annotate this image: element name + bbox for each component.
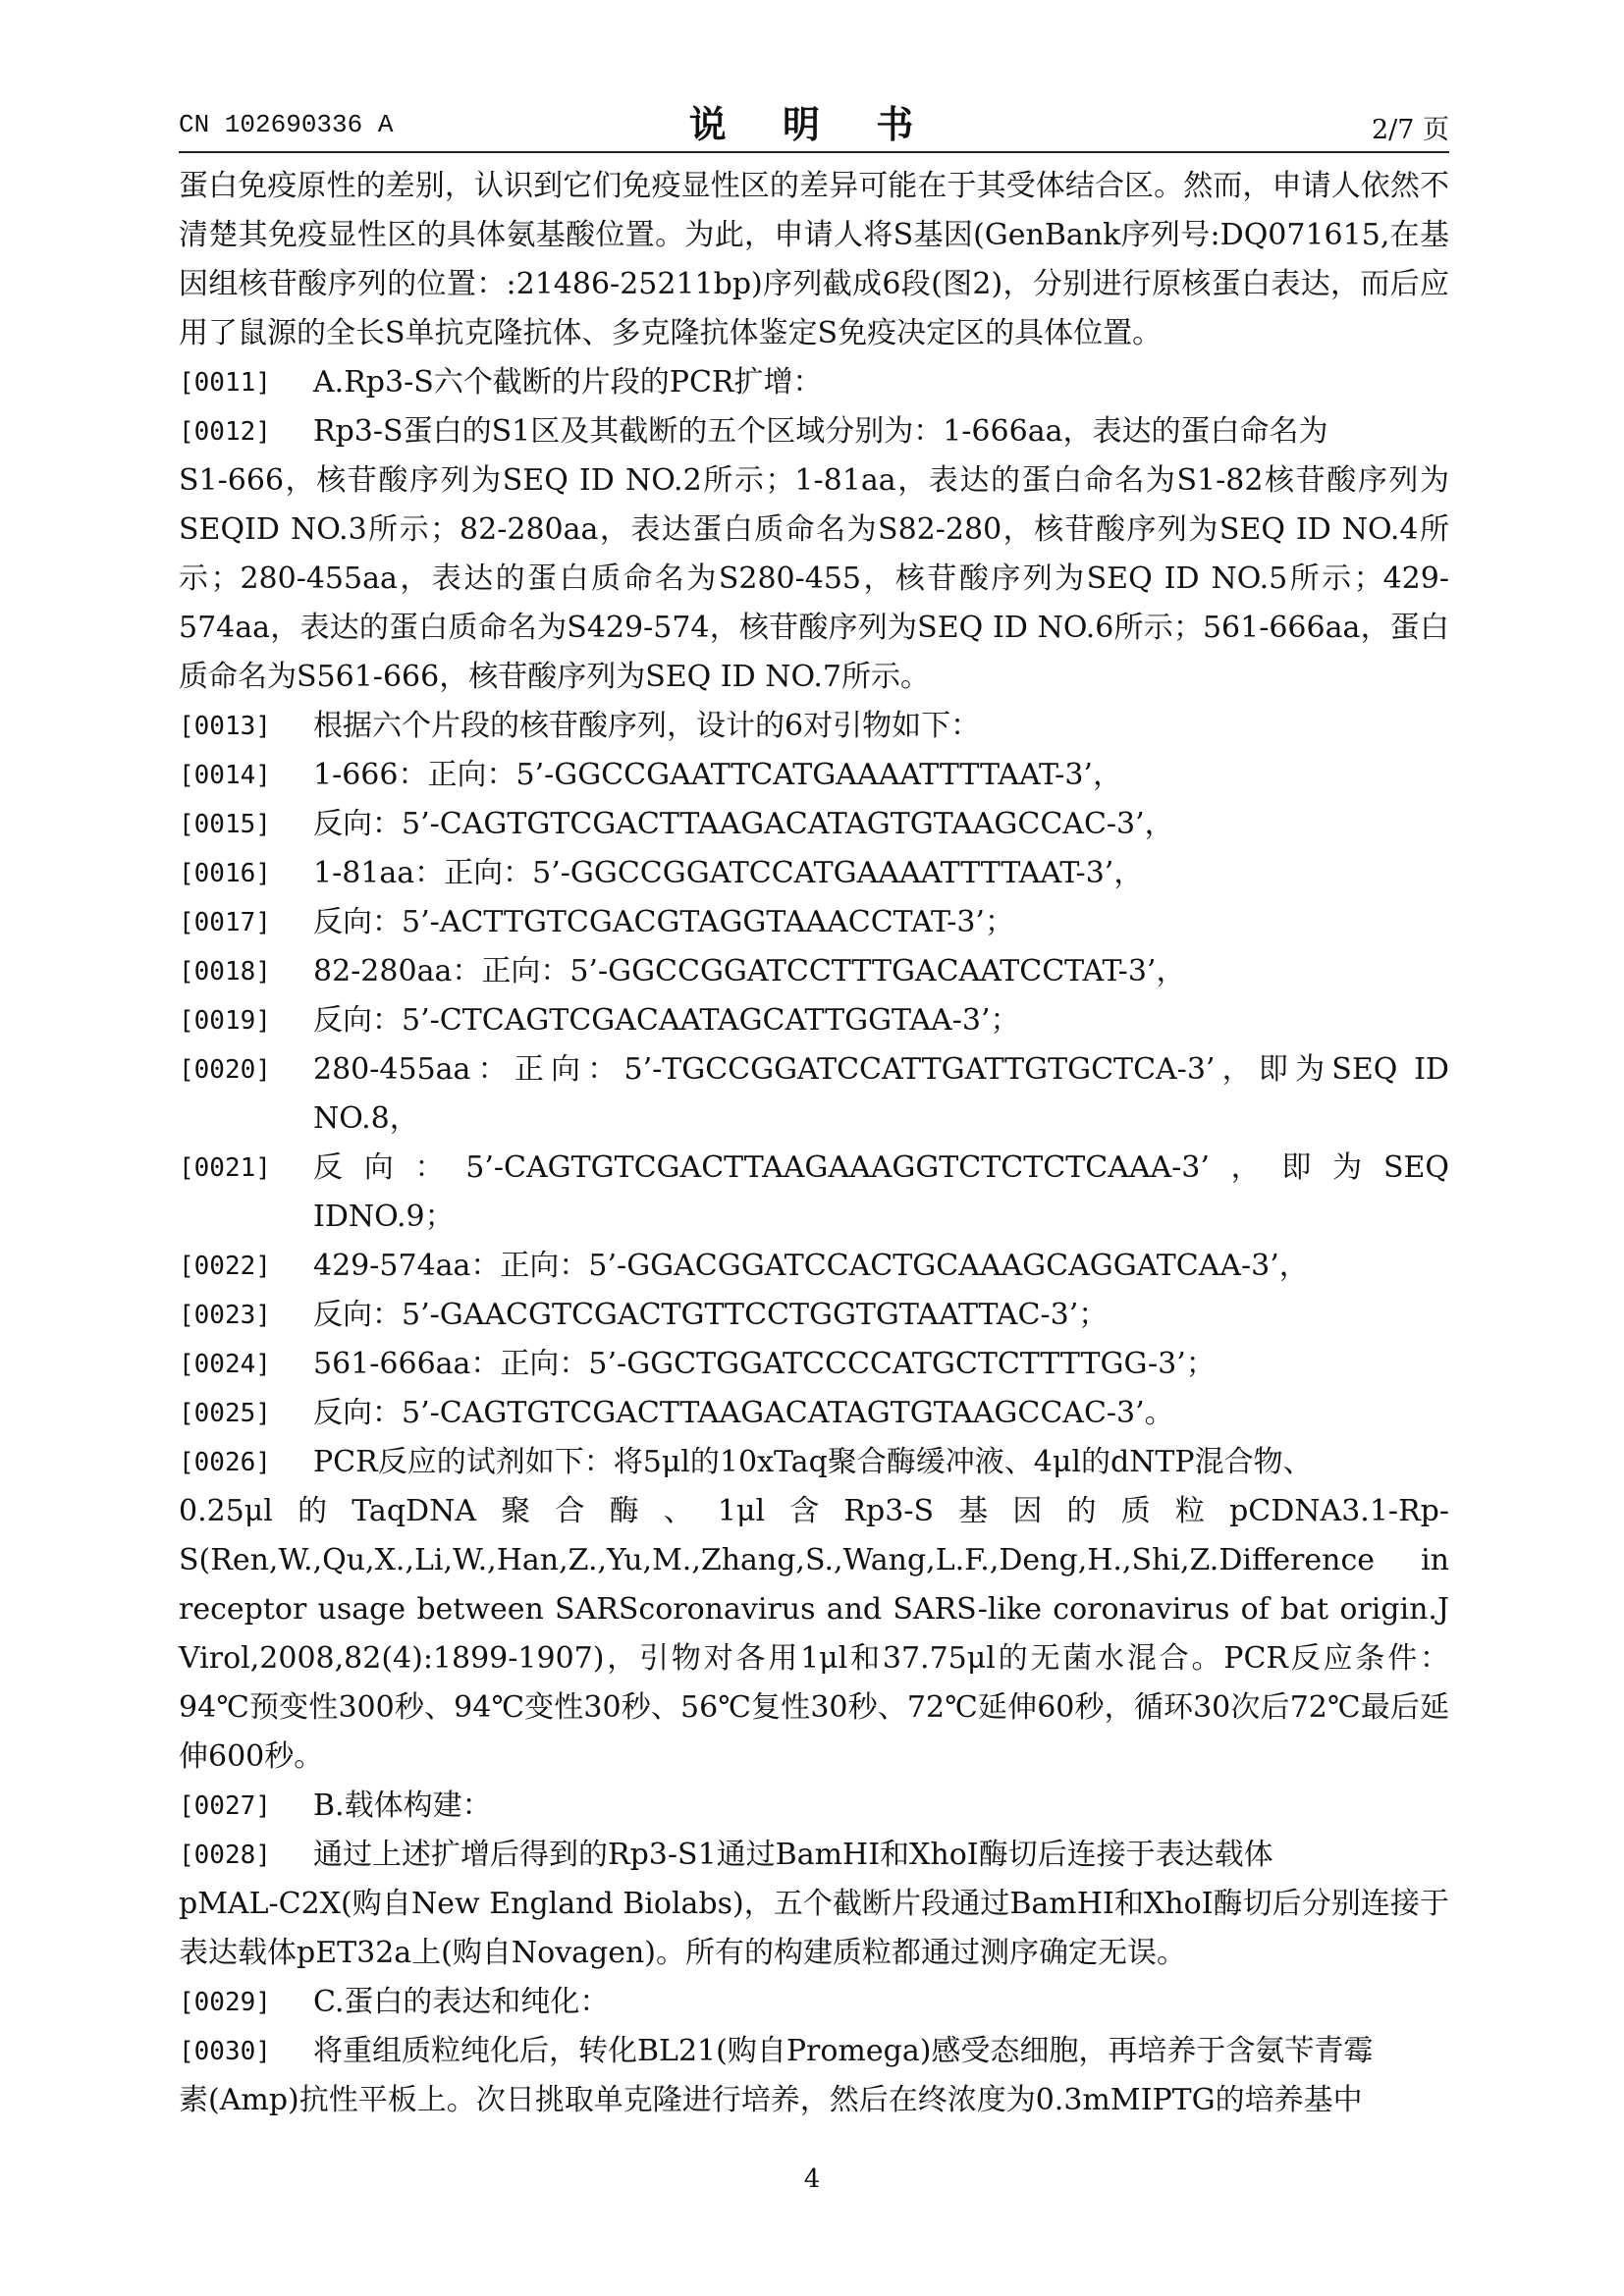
paragraph-continuation: pMAL-C2X(购自New England Biolabs)，五个截断片段通过BamHI和XhoI酶切后分别连接于表达载体pET32a上(购自Novagen)。所有的构建质粒都通过测序确定无误。 [179,1887,1449,1970]
paragraph-text: PCR反应的试剂如下：将5μl的10xTaq聚合酶缓冲液、4μl的dNTP混合物、 [313,1445,1313,1479]
paragraph-row [179,358,1449,407]
paragraph [179,849,1449,898]
paragraph-row [179,1340,1449,1389]
paragraph-number: [0021] [179,1153,271,1183]
paragraph-row [179,996,1449,1045]
paragraph-continuation: S1-666，核苷酸序列为SEQ ID NO.2所示；1-81aa，表达的蛋白命名为S1-82核苷酸序列为SEQID NO.3所示；82-280aa，表达蛋白质命名为S82-280，核苷酸序列为SEQ ID NO.4所示；280-455aa，表达的蛋白质命名为S280-455，核苷酸序列为SEQ ID NO.5所示；429-574aa，表达的蛋白质命名为S429-574，核苷酸序列为SEQ ID NO.6所示；561-666aa，蛋白质命名为S561-666，核苷酸序列为SEQ ID NO.7所示。 [179,463,1449,694]
paragraph-text: 反向：5’-CAGTGTCGACTTAAGAAAGGTCTCTCTCAAA-3’，即为SEQ IDNO.9； [313,1150,1449,1234]
paragraph-text: 反向：5’-GAACGTCGACTGTTCCTGGTGTAATTAC-3’； [313,1298,1109,1332]
paragraph [179,702,1449,751]
paragraph-row [179,1438,1449,1487]
paragraph [179,1389,1449,1438]
paragraph-row [179,1242,1449,1291]
paragraph-row [179,947,1449,996]
paragraph-number: [0024] [179,1350,271,1379]
paragraph-number: [0026] [179,1448,271,1477]
paragraph-text: 1-81aa：正向：5’-GGCCGGATCCATGAAAATTTTAAT-3’， [313,856,1144,890]
paragraph-text: 反向：5’-CAGTGTCGACTTAAGACATAGTGTAAGCCAC-3’。 [313,1396,1174,1430]
paragraph-continuation: 0.25μl的TaqDNA聚合酶、1μl含Rp3-S基因的质粒pCDNA3.1-Rp-S(Ren,W.,Qu,X.,Li,W.,Han,Z.,Yu,M.,Zhang,S.,Wang,L.F.,Deng,H.,Shi,Z.Difference in receptor usage between SARScoronavirus and SARS-like coronavirus of bat origin.J Virol,2008,82(4):1899-1907)，引物对各用1μl和37.75μl的无菌水混合。PCR反应条件：94℃预变性300秒、94℃变性30秒、56℃复性30秒、72℃延伸60秒，循环30次后72℃最后延伸600秒。 [179,1494,1449,1774]
paragraph-number: [0025] [179,1399,271,1428]
paragraph-text: B.载体构建： [313,1789,492,1823]
paragraph [179,2027,1449,2125]
paragraph [179,800,1449,849]
paragraph-number: [0017] [179,908,271,937]
paragraph-row [179,1782,1449,1831]
paragraph-number: [0014] [179,761,271,790]
paragraph-text: Rp3-S蛋白的S1区及其截断的五个区域分别为：1-666aa，表达的蛋白命名为 [313,414,1328,449]
paragraph-row [179,1831,1449,1880]
paragraph-number: [0018] [179,957,271,987]
paragraph-row [179,751,1449,800]
paragraph-text: 82-280aa：正向：5’-GGCCGGATCCTTTGACAATCCTAT-3’， [313,954,1186,988]
paragraph-text: 280-455aa：正向：5’-TGCCGGATCCATTGATTGTGCTCA-3’，即为SEQ ID NO.8， [313,1052,1449,1136]
paragraph-text: 根据六个片段的核苷酸序列，设计的6对引物如下： [313,709,981,743]
paragraph-number: [0016] [179,859,271,888]
paragraph-row [179,1144,1449,1242]
paragraph-text: C.蛋白的表达和纯化： [313,1985,610,2019]
paragraph [179,1045,1449,1144]
paragraph-row [179,898,1449,947]
paragraph-row [179,1045,1449,1144]
page-count: 2/7 页 [1371,115,1449,145]
paragraph-text: 1-666：正向：5’-GGCCGAATTCATGAAAATTTTAAT-3’， [313,758,1122,792]
paragraph-text: 429-574aa：正向：5’-GGACGGATCCACTGCAAAGCAGGATCAA-3’， [313,1249,1309,1283]
paragraph-text: 反向：5’-CAGTGTCGACTTAAGACATAGTGTAAGCCAC-3’， [313,807,1174,841]
paragraph-text: 561-666aa：正向：5’-GGCTGGATCCCCATGCTCTTTTGG-3’； [313,1347,1216,1381]
paragraph [179,1340,1449,1389]
paragraph-text: 通过上述扩增后得到的Rp3-S1通过BamHI和XhoI酶切后连接于表达载体 [313,1838,1273,1872]
paragraph [179,358,1449,407]
paragraph-number: [0015] [179,810,271,839]
paragraph-number: [0029] [179,1988,271,2017]
paragraph [179,751,1449,800]
paragraph [179,898,1449,947]
paragraph-row [179,702,1449,751]
paragraph-continuation: 素(Amp)抗性平板上。次日挑取单克隆进行培养，然后在终浓度为0.3mMIPTG的培养基中 [179,2083,1363,2117]
page-number: 4 [803,2164,821,2194]
paragraph-number: [0020] [179,1055,271,1085]
paragraph-row [179,407,1449,456]
doc-number: CN 102690336 A [179,110,394,139]
paragraph-number: [0019] [179,1006,271,1036]
paragraph [179,1978,1449,2027]
paragraph-row [179,1389,1449,1438]
paragraph-number: [0013] [179,712,271,741]
paragraph-list [179,358,1449,2125]
paragraph-row [179,800,1449,849]
paragraph [179,1291,1449,1340]
paragraph-number: [0030] [179,2037,271,2066]
intro-paragraph: 蛋白免疫原性的差别，认识到它们免疫显性区的差异可能在于其受体结合区。然而，申请人依然不清楚其免疫显性区的具体氨基酸位置。为此，申请人将S基因(GenBank序列号:DQ071615,在基因组核苷酸序列的位置：:21486-25211bp)序列截成6段(图2)，分别进行原核蛋白表达，而后应用了鼠源的全长S单抗克隆抗体、多克隆抗体鉴定S免疫决定区的具体位置。 [179,169,1449,350]
paragraph-number: [0011] [179,368,271,398]
paragraph-row [179,2027,1449,2076]
paragraph [179,1144,1449,1242]
paragraph-row [179,1291,1449,1340]
paragraph-text: 将重组质粒纯化后，转化BL21(购自Promega)感受态细胞，再培养于含氨苄青霉 [313,2034,1374,2068]
paragraph-row [179,849,1449,898]
paragraph [179,1242,1449,1291]
paragraph-number: [0028] [179,1841,271,1870]
paragraph-number: [0023] [179,1301,271,1330]
paragraph-number: [0022] [179,1252,271,1281]
header-rule [179,151,1449,153]
document-body [179,162,1449,2125]
paragraph-text: A.Rp3-S六个截断的片段的PCR扩增： [313,365,823,400]
paragraph [179,947,1449,996]
paragraph [179,1782,1449,1831]
paragraph [179,996,1449,1045]
paragraph [179,1831,1449,1978]
paragraph-number: [0012] [179,417,271,447]
paragraph-text: 反向：5’-CTCAGTCGACAATAGCATTGGTAA-3’； [313,1003,1020,1038]
paragraph [179,1438,1449,1782]
paragraph-row [179,1978,1449,2027]
page-title: 说 明 书 [688,102,936,146]
paragraph-text: 反向：5’-ACTTGTCGACGTAGGTAAACCTAT-3’； [313,905,1014,939]
paragraph-number: [0027] [179,1791,271,1821]
paragraph [179,407,1449,702]
